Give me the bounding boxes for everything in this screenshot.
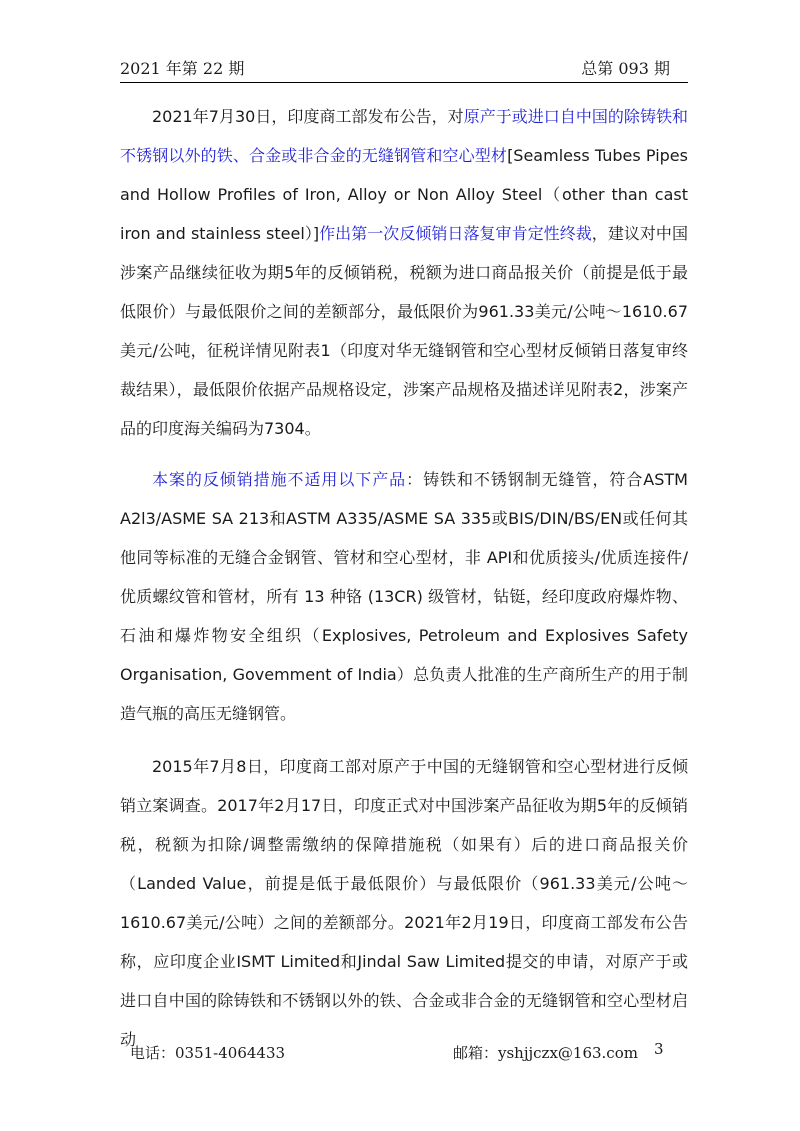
article-body (120, 97, 688, 1071)
p1-ruling-highlight: 作出第一次反倾销日落复审肯定性终裁 (319, 224, 592, 243)
p1-english-product-name: [Seamless Tubes Pipes and Hollow Profiles of Iron, Alloy or Non Alloy Steel（other than cast iron and stainless steel）] (120, 146, 688, 243)
p2-exclusion-highlight: 本案的反倾销措施不适用以下产品 (152, 470, 407, 489)
page-footer (0, 1042, 800, 1066)
footer-phone: 电话：0351-4064433 (130, 1044, 286, 1062)
p1-text-1: 2021年7月30日，印度商工部发布公告，对 (152, 107, 464, 126)
footer-email: 邮箱：yshjjczx@163.com (453, 1044, 638, 1062)
p2-text: ：铸铁和不锈钢制无缝管，符合ASTM A2l3/ASME SA 213和ASTM A335/ASME SA 335或BIS/DIN/BS/EN或任何其他同等标准的无缝合金钢管、管材和空心型材，非 API和优质接头/优质连接件/优质螺纹管和管材，所有 13 种铬 (13CR) 级管材，钻铤，经印度政府爆炸物、石油和爆炸物安全组织（Explosives, Petroleum and Explosives Safety Organisation, Govemment of India）总负责人批准的生产商所生产的用于制造气瓶的高压无缝钢管。 (120, 470, 688, 723)
p1-text-2: ，建议对中国涉案产品继续征收为期5年的反倾销税，税额为进口商品报关价（前提是低于最低限价）与最低限价之间的差额部分，最低限价为961.33美元/公吨～1610.67美元/公吨，征税详情见附表1（印度对华无缝钢管和空心型材反倾销日落复审终裁结果），最低限价依据产品规格设定，涉案产品规格及描述详见附表2，涉案产品的印度海关编码为7304。 (120, 224, 688, 438)
page-number: 3 (654, 1040, 664, 1058)
paragraph-case-history: 2015年7月8日，印度商工部对原产于中国的无缝钢管和空心型材进行反倾销立案调查。2017年2月17日，印度正式对中国涉案产品征收为期5年的反倾销税，税额为扣除/调整需缴纳的保障措施税（如果有）后的进口商品报关价（Landed Value，前提是低于最低限价）与最低限价（961.33美元/公吨～1610.67美元/公吨）之间的差额部分。2021年2月19日，印度商工部发布公告称，应印度企业ISMT Limited和Jindal Saw Limited提交的申请，对原产于或进口自中国的除铸铁和不锈钢以外的铁、合金或非合金的无缝钢管和空心型材启动 (120, 757, 688, 1049)
issue-number: 2021 年第 22 期 (120, 59, 245, 78)
paragraph-exclusions (120, 460, 688, 733)
total-issue-number: 总第 093 期 (581, 59, 670, 78)
page-header (120, 52, 688, 83)
p1-product-scope-highlight: 原产于或进口自中国的除铸铁和不锈钢以外的铁、合金或非合金的无缝钢管和空心型材 (120, 107, 688, 165)
paragraph-final-ruling (120, 97, 688, 448)
